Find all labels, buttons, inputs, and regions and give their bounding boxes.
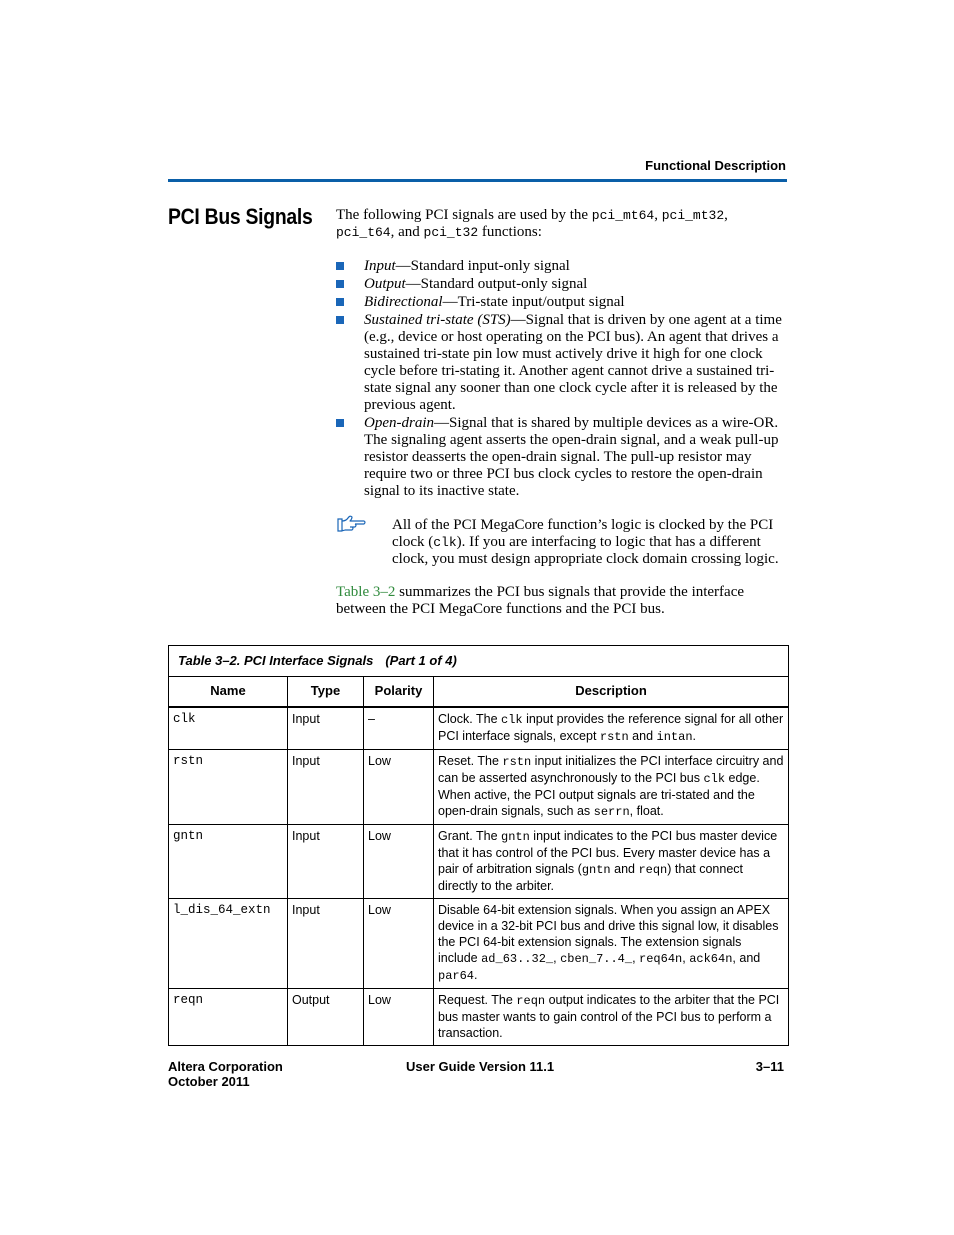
list-item — [336, 294, 786, 311]
intro-text: functions: — [478, 224, 542, 240]
intro-separator: , and — [390, 224, 424, 240]
pci-interface-signals-table — [168, 645, 789, 1046]
inline-code: reqn — [638, 863, 668, 877]
inline-code: intan — [656, 730, 693, 744]
inline-code: gntn — [501, 830, 530, 844]
column-header-type: Type — [288, 677, 364, 708]
description-text: , — [632, 951, 640, 965]
description-text: output indicates to the arbiter that the PCI bus master wants to gain control of the PCI bus to perform a transaction. — [438, 993, 780, 1040]
signal-name-cell: reqn — [169, 989, 288, 1046]
inline-code: serrn — [593, 805, 630, 819]
column-header-polarity: Polarity — [364, 677, 434, 708]
list-item — [336, 415, 786, 500]
inline-code: clk — [703, 772, 726, 786]
bullet-square-icon — [336, 298, 344, 306]
intro-text: The following PCI signals are used by the — [336, 207, 592, 223]
description-text: edge. When active, the PCI output signals are tri-stated and the open-drain signals, such as — [438, 771, 760, 818]
inline-code: clk — [501, 713, 523, 727]
bullet-text: —Standard output-only signal — [405, 276, 588, 292]
table-row — [169, 825, 789, 899]
footer-guide-version: User Guide Version 11.1 — [406, 1059, 555, 1074]
table-body — [169, 707, 789, 1046]
signal-type-cell: Input — [288, 825, 364, 899]
bullet-square-icon — [336, 262, 344, 270]
bullet-term: Bidirectional — [364, 294, 443, 310]
description-text: and — [610, 862, 639, 876]
description-text: , — [553, 951, 561, 965]
signal-name-cell: rstn — [169, 750, 288, 825]
code-clk: clk — [433, 535, 457, 550]
description-text: Grant. The — [438, 829, 501, 843]
list-item — [336, 258, 786, 275]
inline-code: cben_7..4_ — [560, 952, 633, 966]
bullet-term: Open-drain — [364, 415, 434, 431]
signal-name-cell: gntn — [169, 825, 288, 899]
intro-separator: , — [654, 207, 662, 223]
bullet-text: —Signal that is shared by multiple devices as a wire-OR. The signaling agent asserts the open-drain signal, and a weak pull-up resistor deasserts the open-drain signal. The pull-up resistor may require two or three PCI bus clock cycles to restore the open-drain signal to its inactive state. — [364, 415, 779, 499]
signal-name-cell: clk — [169, 707, 288, 750]
column-header-name: Name — [169, 677, 288, 708]
table-row — [169, 707, 789, 750]
signal-polarity-cell: Low — [364, 899, 434, 989]
inline-code: gntn — [581, 863, 611, 877]
bullet-square-icon — [336, 419, 344, 427]
description-text: , and — [732, 951, 761, 965]
table-header-row — [169, 677, 789, 708]
summary-text: summarizes the PCI bus signals that provide the interface between the PCI MegaCore functions and the PCI bus. — [336, 584, 745, 617]
signal-polarity-cell: Low — [364, 750, 434, 825]
signal-description-cell — [434, 825, 789, 899]
inline-code: ad_63..32_ — [481, 952, 554, 966]
signal-description-cell — [434, 989, 789, 1046]
inline-code: reqn — [516, 994, 546, 1008]
table-caption-title: Table 3–2. PCI Interface Signals — [178, 653, 374, 668]
signal-polarity-cell: – — [364, 707, 434, 750]
description-text: and — [628, 729, 657, 743]
inline-code: req64n — [639, 952, 683, 966]
description-text: , float. — [629, 804, 664, 818]
section-title: PCI Bus Signals — [168, 204, 313, 229]
inline-code: ack64n — [689, 952, 733, 966]
table-row — [169, 989, 789, 1046]
summary-paragraph — [336, 584, 788, 618]
table-part-label: (Part 1 of 4) — [385, 653, 457, 668]
description-text: , — [682, 951, 690, 965]
list-item — [336, 276, 786, 293]
column-header-description: Description — [434, 677, 789, 708]
note-text: All of the PCI MegaCore function’s logic is clocked by the PCI clock ( — [392, 517, 774, 550]
code-pci-t32: pci_t32 — [423, 225, 479, 240]
signal-name-cell: l_dis_64_extn — [169, 899, 288, 989]
table-row — [169, 899, 789, 989]
bullet-term: Output — [364, 276, 406, 292]
bullet-square-icon — [336, 316, 344, 324]
signal-polarity-cell: Low — [364, 989, 434, 1046]
header-rule — [168, 179, 787, 182]
signal-type-list — [336, 258, 786, 501]
bullet-square-icon — [336, 280, 344, 288]
signal-type-cell: Input — [288, 899, 364, 989]
description-text: . — [692, 729, 697, 743]
description-text: Disable 64-bit extension signals. When you assign an APEX device in a 32-bit PCI bus and drive this signal low, it disables the PCI 64-bit extension signals. The extension signals include — [438, 903, 779, 965]
signal-description-cell — [434, 750, 789, 825]
footer-page-number: 3–11 — [755, 1059, 784, 1074]
intro-paragraph — [336, 207, 788, 241]
signal-type-cell: Output — [288, 989, 364, 1046]
description-text: ) that connect directly to the arbiter. — [438, 862, 744, 893]
pointing-hand-icon — [337, 514, 367, 534]
code-pci-t64: pci_t64 — [336, 225, 391, 240]
bullet-term: Input — [364, 258, 396, 274]
inline-code: rstn — [599, 730, 629, 744]
footer-left — [168, 1059, 283, 1089]
footer-date: October 2011 — [168, 1074, 250, 1089]
list-item — [336, 312, 786, 414]
signal-polarity-cell: Low — [364, 825, 434, 899]
running-header: Functional Description — [645, 158, 786, 173]
signal-type-cell: Input — [288, 750, 364, 825]
note-paragraph — [392, 517, 788, 568]
description-text: Clock. The — [438, 712, 501, 726]
table-caption — [169, 646, 789, 677]
description-text: Request. The — [438, 993, 517, 1007]
inline-code: rstn — [502, 755, 532, 769]
code-pci-mt32: pci_mt32 — [661, 208, 725, 223]
inline-code: par64 — [438, 969, 475, 983]
description-text: . — [474, 968, 478, 982]
footer-company: Altera Corporation — [168, 1059, 283, 1074]
table-row — [169, 750, 789, 825]
description-text: Reset. The — [438, 754, 503, 768]
description-text: input initializes the PCI interface circuitry and can be asserted asynchronously to the PCI bus — [438, 754, 784, 785]
bullet-text: —Signal that is driven by one agent at a time (e.g., device or host operating on the PCI bus). An agent that drives a sustained tri-state pin low must actively drive it high for one clock cycle before tri-stating it. Another agent cannot drive a sustained tri-state signal any sooner than one clock cycle after it is released by the previous agent. — [364, 312, 782, 413]
code-pci-mt64: pci_mt64 — [591, 208, 655, 223]
bullet-term: Sustained tri-state (STS) — [364, 312, 511, 328]
table-reference-link[interactable]: Table 3–2 — [336, 584, 396, 600]
signal-description-cell — [434, 707, 789, 750]
description-text: input indicates to the PCI bus master device that it has control of the PCI bus. Every master device has a pair of arbitration signals ( — [438, 829, 778, 876]
signal-description-cell — [434, 899, 789, 989]
description-text: input provides the reference signal for all other PCI interface signals, except — [438, 712, 784, 743]
signal-type-cell: Input — [288, 707, 364, 750]
bullet-text: —Tri-state input/output signal — [442, 294, 625, 310]
note-text: ). If you are interfacing to logic that has a different clock, you must design appropriate clock domain crossing logic. — [392, 534, 779, 567]
intro-separator: , — [724, 207, 728, 223]
bullet-text: —Standard input-only signal — [395, 258, 570, 274]
